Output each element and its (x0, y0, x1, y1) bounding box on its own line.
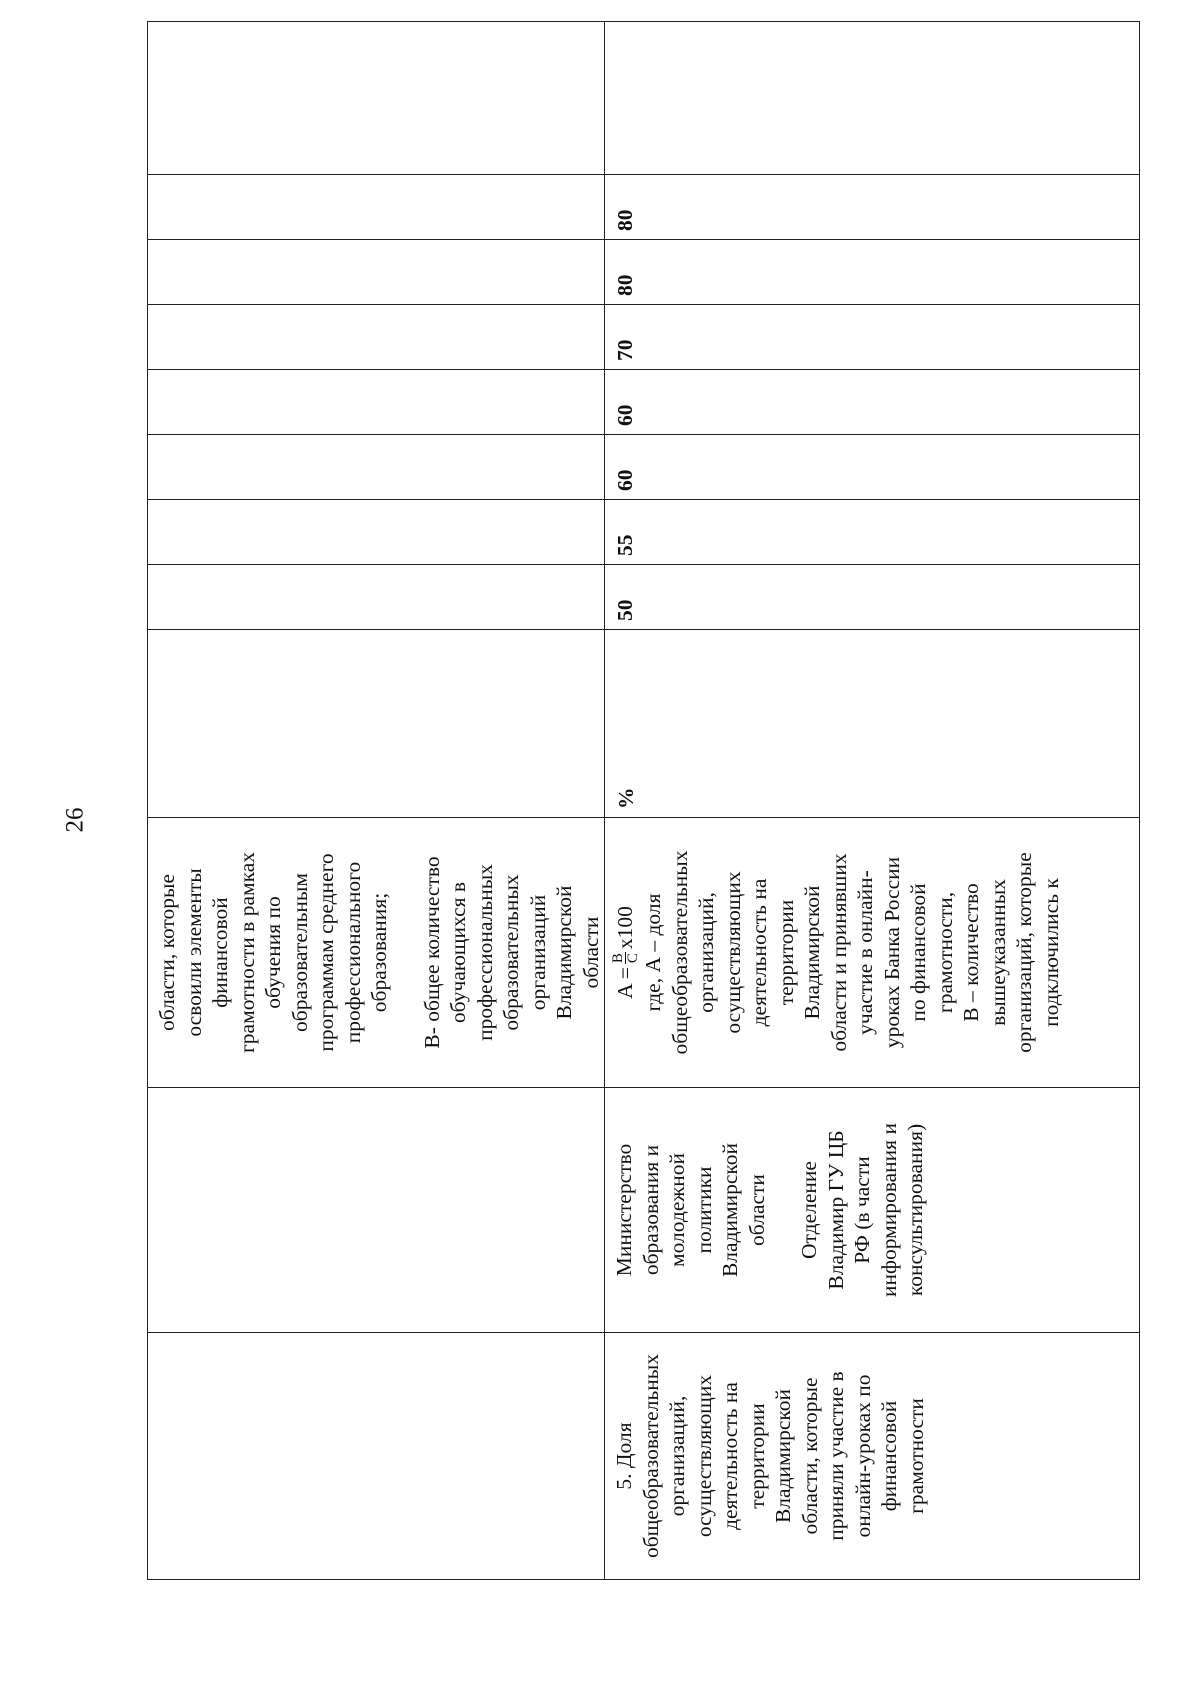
text-line: области (578, 916, 603, 989)
value-cell (605, 370, 1140, 435)
value-text: 80 (613, 209, 637, 231)
text-line: Владимирской (552, 885, 576, 1020)
notes-cell-empty (148, 22, 605, 175)
unit-cell (605, 630, 1140, 818)
text-line: профессиональных (472, 864, 497, 1041)
text-line: территории (744, 1403, 769, 1509)
text-line: грамотности (903, 1398, 928, 1514)
unit-cell-empty (148, 630, 605, 818)
text-line: Владимир ГУ ЦБ (823, 1130, 848, 1290)
text-line: финансовой (877, 1400, 901, 1512)
text-line: где, А – доля (641, 893, 665, 1012)
value-cell-empty (148, 240, 605, 305)
responsible-executors (605, 1088, 929, 1332)
text-line: организаций (525, 894, 550, 1011)
text-line: грамотности, (932, 891, 957, 1014)
text-line: Владимирской (718, 1142, 742, 1278)
text-line: образовательных (499, 874, 523, 1031)
text-line: молодежной (665, 1152, 689, 1268)
page-number (60, 800, 90, 840)
text-line: образования; (367, 892, 391, 1013)
text-line: Отделение (797, 1161, 821, 1259)
text-line: В- общее количество (419, 856, 444, 1049)
value-cell (605, 565, 1140, 630)
formula-multiplier: x100 (613, 906, 638, 950)
responsible-cell-empty (148, 1088, 605, 1333)
value-cell-empty (148, 175, 605, 240)
formula-denominator: C (625, 953, 641, 964)
value-cell (605, 175, 1140, 240)
text-line: деятельность на (747, 878, 771, 1027)
line-gap (770, 1094, 796, 1326)
text-line: области (744, 1174, 769, 1246)
text-line: образования и (638, 1144, 663, 1276)
text-line: осуществляющих (720, 871, 745, 1034)
text-line: области, которые (797, 1377, 822, 1535)
text-line: информирования и (876, 1123, 901, 1297)
line-gap (393, 824, 419, 1081)
value-cell-empty (148, 435, 605, 500)
page-number-text: 26 (61, 807, 88, 833)
text-line: территории (773, 899, 798, 1006)
text-line: программам среднего (314, 853, 338, 1052)
text-line: общеобразовательных (638, 1354, 663, 1558)
value-cell-empty (148, 305, 605, 370)
text-line: уроках Банка России (879, 856, 904, 1049)
value-cell-empty (148, 565, 605, 630)
value-text: 60 (613, 404, 637, 426)
value-text: 50 (613, 599, 637, 621)
text-line: политики (691, 1166, 716, 1254)
text-line: финансовой (208, 897, 232, 1008)
text-line: общеобразовательных (667, 850, 692, 1055)
text-line: Владимирской (800, 885, 824, 1020)
value-text: 60 (613, 469, 637, 491)
text-line: организаций, (665, 1395, 689, 1517)
text-line: участие в онлайн- (853, 870, 877, 1035)
text-line: 5. Доля (612, 1422, 636, 1490)
text-line: Владимирской (771, 1388, 795, 1524)
text-line: грамотности в рамках (234, 851, 259, 1054)
text-line: профессионального (340, 861, 365, 1044)
text-line: приняли участие в (824, 1371, 848, 1541)
value-cell (605, 435, 1140, 500)
formula (611, 824, 640, 1081)
formula-lhs: A = (613, 967, 638, 999)
text-line: области и принявших (826, 853, 851, 1052)
text-line: осуществляющих (691, 1374, 716, 1538)
unit-text: % (614, 787, 638, 809)
value-cell (605, 305, 1140, 370)
calculation-method (605, 818, 1064, 1087)
value-cell (605, 500, 1140, 565)
text-line: обучения по (261, 896, 285, 1009)
table-row-5 (605, 22, 1140, 1580)
indicator-name (605, 1333, 929, 1579)
formula-fraction (611, 952, 640, 964)
formula-numerator: B (610, 953, 626, 964)
method-cell-continuation (148, 818, 605, 1088)
indicator-cell (605, 1333, 1140, 1580)
text-line: организаций, которые (1012, 852, 1036, 1053)
method-description (148, 818, 604, 1087)
value-cell-empty (148, 370, 605, 435)
text-line: В – количество (959, 883, 983, 1022)
notes-cell-empty (605, 22, 1140, 175)
text-line: деятельность на (718, 1382, 742, 1530)
value-text: 55 (613, 534, 637, 556)
text-line: онлайн-уроках по (850, 1374, 875, 1538)
table-row-continuation (148, 22, 605, 1580)
method-cell (605, 818, 1140, 1088)
value-text: 80 (613, 274, 637, 296)
value-cell (605, 240, 1140, 305)
method-explanation (640, 824, 1064, 1081)
text-line: Министерство (612, 1143, 636, 1277)
text-line: организаций, (694, 892, 718, 1013)
text-line: вышеуказанных (985, 879, 1010, 1026)
text-line: обучающихся в (446, 881, 470, 1024)
value-cell-empty (148, 500, 605, 565)
text-line: области, которые (155, 873, 179, 1032)
indicator-grid (147, 21, 1140, 1580)
text-line: консультирования) (903, 1123, 927, 1297)
text-line: образовательным (287, 873, 312, 1032)
text-line: по финансовой (906, 883, 930, 1022)
text-line: РФ (в части (850, 1156, 874, 1264)
value-text: 70 (613, 339, 637, 361)
indicator-cell-empty (148, 1333, 605, 1580)
indicator-table (147, 22, 1120, 1580)
text-line: освоили элементы (181, 868, 206, 1037)
text-line: подключились к (1038, 878, 1063, 1027)
responsible-cell (605, 1088, 1140, 1333)
